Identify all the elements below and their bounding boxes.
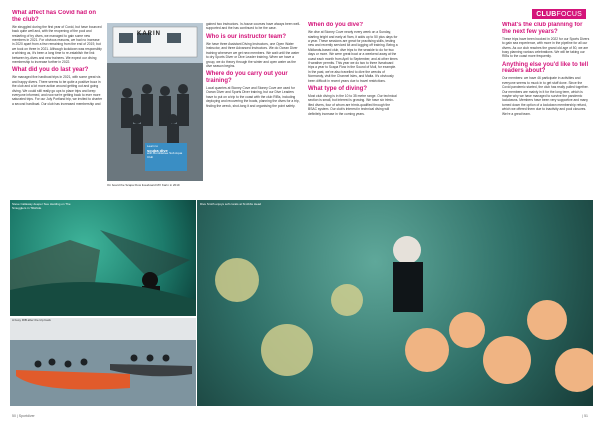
heading-last-year: What did you do last year? bbox=[12, 67, 89, 74]
para-anything-else: Our members: we have 46 participate in activities and everyone seems to muck in to get stuff done. Since the Covid pandemic started, the club has really pulled together. Our members are mainly in it for the long term, which is maybe why we have managed to survive the pandemic lockdowns. Members have been very supportive and many turned down the option of a lockdown membership refund, which we offered them due to inactivity and pool closures. We're a great team. bbox=[502, 76, 589, 116]
heading-covid: What affect has Covid had on the club? bbox=[12, 10, 97, 23]
rib-boat-photo bbox=[10, 318, 196, 406]
banner-line-1: Learn to bbox=[147, 144, 159, 148]
para-training: Local quarries at Stoney Cove and Stoney Cove are used for Ocean Diver and Sports Diver training, but our Dive Leaders have to put on a trip to the coast with the club RIBs, including deploying and recovering the boats, planning the dives for a trip, finding the wreck, shot-tong it and organising the point safety. bbox=[206, 86, 300, 108]
club-focus-tag bbox=[532, 9, 586, 19]
reef-illustration bbox=[197, 200, 593, 406]
reef-photo-caption: Dive Smith enjoys soft corals at St Abbs Head bbox=[200, 202, 262, 206]
para-diving-type: Most club diving is in the 10 to 35 metre range. Our technical section is small, but interest is growing. We have six trimix-ified divers, four of whom are trimix-qualified through the BSAC system. Our club's interest in technical diving will definitely increase in the coming years. bbox=[308, 94, 397, 116]
boat-photo-caption: On board the Scapa Flow liveaboard MV Karin in 2019 bbox=[107, 183, 180, 187]
wreck-photo-caption: Steve Callaway deeper Sue Harding on The Smugglers in Tiltshide bbox=[12, 202, 71, 210]
para-instructors: We have three Assistant Diving Instructors, one Open Water Instructor, and three Advanced Instructors. We do Ocean Diver training whenever we get new members. We wait until the water to dry Sports Diver or Dive Leader training. When we have a group, we do theory through the winter and open water as the dive season begins. bbox=[206, 41, 300, 68]
wreck-dive-photo bbox=[10, 200, 196, 316]
heading-training: Where do you carry out your training? bbox=[206, 71, 288, 84]
banner-line-3: with Bumblebee Sub Aqua Club bbox=[147, 151, 183, 159]
tag-primary: CLUB bbox=[536, 10, 557, 18]
article-column-4 bbox=[502, 22, 591, 190]
tag-secondary: FOCUS bbox=[556, 10, 582, 18]
article-column-3 bbox=[308, 22, 399, 190]
soft-coral-photo bbox=[197, 200, 593, 406]
heading-diving-type: What type of diving? bbox=[308, 85, 367, 92]
article-column-2 bbox=[206, 22, 301, 190]
boat-name-sign: KARIN bbox=[137, 31, 161, 37]
para-plans: These trips have been booked in 2022 for our Sports Divers to gain sea experience, with more in the pipeline for all our divers. As our club reaches the grand old age of 50, we are busy planning various celebrations. We will be taking our RIBs to the coast more frequently. bbox=[502, 36, 590, 59]
para-continued: gained two instructors. In-house courses have always been well-supported and the has continued to be the case. bbox=[206, 22, 301, 31]
banner-line-2: scuba dive bbox=[147, 147, 168, 153]
heading-instructors: Who is our instructor team? bbox=[206, 33, 287, 40]
rib-photo-caption: A busy RIB after the trip back bbox=[12, 318, 51, 322]
heading-plans: What's the club planning for the next few years? bbox=[502, 22, 583, 35]
boat-group-photo bbox=[107, 23, 203, 181]
page-number-left: 50 | Sportdiver bbox=[12, 414, 35, 418]
para-when-dive: We dive at Stoney Cove nearly every week on a Sunday, starting bright and early at 9am, it adds up to 50 plus days for a year. These sessions are great for practising skills, testing new and recently serviced kit and logging off training. Being a Midlands-based club, dive trips to the seaside to do for two days or more. We were great boat or a weekend away at the coast each month from April to September, and at other times if weather permits. This year we do two to three liveaboard trips a year to Scapa Flow in the Sound of Mull, for example. In the past, we've also travelled to dive the wrecks of Normandy, visit the Channel Isles, and Malta. It's obviously been difficult in recent years due to travel restrictions. bbox=[308, 30, 398, 83]
dive-banner bbox=[147, 145, 185, 159]
heading-anything-else: Anything else you'd like to tell readers about? bbox=[502, 61, 589, 75]
para-covid: We struggled during the first year of Covid, but have bounced back quite well and, with the reopening of the pool and restarting of try dives, we managed to gain some new members in 2021. For obvious reasons, we had no increase in 2020 apart from a few remaining from the end of 2019, but we took on three in 2021. Although lockdown was responsibly a whining us, it's been a long time to re-establish the link between try-dives and new trainees. We expect our diving membership to increase further in 2022. bbox=[12, 24, 102, 64]
heading-when-dive: When do you dive? bbox=[308, 22, 363, 28]
para-last-year: We managed five hardboat trips in 2021, with some great vis and happy divers. There seems to be quite a positive buzz in the club and a lot more action around getting out and going diving. We could still really go ups to place trips and keep everyone informed, and now we're getting back to ever more saturated trips. For our July Portland trip, we invited to charter a second hardboat. Our club has increased membership and bbox=[12, 75, 103, 106]
page-number-right: | 51 bbox=[582, 414, 588, 418]
wreck-illustration bbox=[10, 200, 196, 316]
rib-illustration bbox=[10, 318, 196, 406]
article-column-1 bbox=[12, 10, 103, 196]
